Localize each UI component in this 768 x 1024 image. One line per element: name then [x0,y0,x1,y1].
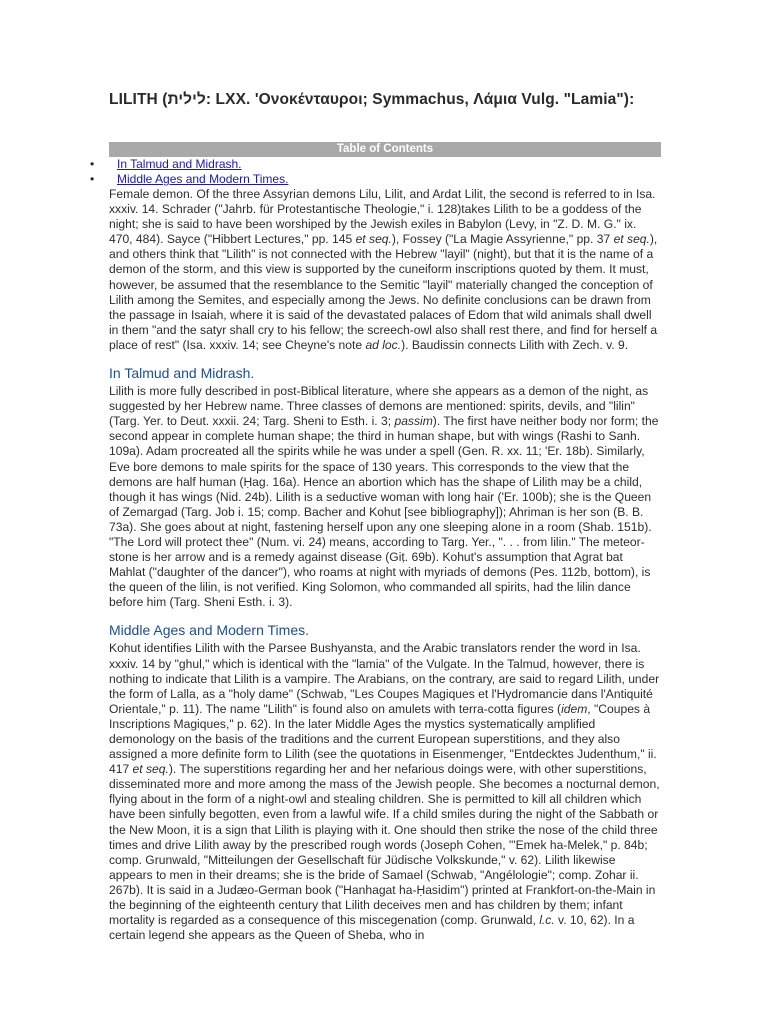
page-title: LILITH (לילית: LXX. 'Ονοκένταυροι; Symmachus, Λάμια Vulg. "Lamia"): [109,91,635,108]
toc-link-talmud-and-midrash[interactable]: In Talmud and Midrash. [117,157,242,171]
toc-item-talmud [90,157,661,172]
section-heading-middle-ages: Middle Ages and Modern Times. [109,622,309,639]
section-heading-talmud-and-midrash: In Talmud and Midrash. [109,365,255,382]
document-page [90,90,661,943]
toc-item-middle-ages [90,172,661,187]
toc-link-middle-ages-and-modern-times[interactable]: Middle Ages and Modern Times. [117,172,289,186]
table-of-contents-header: Table of Contents [109,142,661,157]
bullet-icon: • [90,157,95,171]
talmud-paragraph: Lilith is more fully described in post-Biblical literature, where she appears as a demon of the night, as suggested by her Hebrew name. Three classes of demons are mentioned: spirits, devils, and "lilin" (Targ. Yer. to Deut. xxxii. 24; Targ. Sheni to Esth. i. 3; passim). The first have neither body nor form; the second appear in complete human shape; the third in human shape, but with wings (Rashi to Sanh. 109a). Adam procreated all the spirits while he was under a spell (Gen. R. xx. 11; 'Er. 18b). Similarly, Eve bore demons to male spirits for the space of 130 years. This corresponds to the view that the demons are half human (Ḥag. 16a). Hence an abortion which has the shape of Lilith may be a child, though it has wings (Nid. 24b). Lilith is a seductive woman with long hair ('Er. 100b); she is the Queen of Zemargad (Targ. Job i. 15; comp. Bacher and Kohut [see bibliography]); Ahriman is her son (B. B. 73a). She goes about at night, fastening herself upon any one sleeping alone in a room (Shab. 151b). "The Lord will protect thee" (Num. vi. 24) means, according to Targ. Yer., ". . . from lilin." The meteor-stone is her arrow and is a remedy against disease (Giṭ. 69b). Kohut's assumption that Agrat bat Mahlat ("daughter of the dancer"), who roams at night with myriads of demons (Pes. 112b, bottom), is the queen of the lilin, is not verified. King Solomon, who commanded all spirits, had the lilin dance before him (Targ. Sheni Esth. i. 3). [109,384,659,610]
bullet-icon: • [90,172,95,186]
intro-paragraph: Female demon. Of the three Assyrian demons Lilu, Lilit, and Ardat Lilit, the second is referred to in Isa. xxxiv. 14. Schrader ("Jahrb. für Protestantische Theologie," i. 128)takes Lilith to be a goddess of the night; she is said to have been worshiped by the Jewish exiles in Babylon (Levy, in "Z. D. M. G." ix. 470, 484). Sayce ("Hibbert Lectures," pp. 145 et seq.), Fossey ("La Magie Assyrienne," pp. 37 et seq.), and others think that "Lilith" is not connected with the Hebrew "layil" (night), but that it is the name of a demon of the storm, and this view is supported by the cuneiform inscriptions quoted by them. It must, however, be assumed that the resemblance to the Semitic "layil" materially changed the conception of Lilith among the Semites, and especially among the Jews. No definite conclusions can be drawn from the passage in Isaiah, where it is said of the devastated palaces of Edom that wild animals shall dwell in them "and the satyr shall cry to his fellow; the screech-owl also shall rest there, and find for herself a place of rest" (Isa. xxxiv. 14; see Cheyne's note ad loc.). Baudissin connects Lilith with Zech. v. 9. [109,187,658,352]
table-of-contents-list [90,157,661,187]
middle-ages-paragraph: Kohut identifies Lilith with the Parsee Bushyansta, and the Arabic translators render the word in Isa. xxxiv. 14 by "ghul," which is identical with the "lamia" of the Vulgate. In the Talmud, however, there is nothing to indicate that Lilith is a vampire. The Arabians, on the contrary, are said to regard Lilith, under the form of Lalla, as a "holy dame" (Schwab, "Les Coupes Magiques et l'Hydromancie dans l'Antiquité Orientale," p. 11). The name "Lilith" is found also on amulets with terra-cotta figures (idem, "Coupes à Inscriptions Magiques," p. 62). In the later Middle Ages the mystics systematically amplified demonology on the basis of the traditions and the current European superstitions, and they also assigned a more definite form to Lilith (see the quotations in Eisenmenger, "Entdecktes Judenthum," ii. 417 et seq.). The superstitions regarding her and her nefarious doings were, with other superstitions, disseminated more and more among the mass of the Jewish people. She becomes a nocturnal demon, flying about in the form of a night-owl and stealing children. She is permitted to kill all children which have been sinfully begotten, even from a lawful wife. If a child smiles during the night of the Sabbath or the New Moon, it is a sign that Lilith is playing with it. One should then strike the nose of the child three times and drive Lilith away by the prescribed rough words (Joseph Cohen, "'Emek ha-Melek," p. 84b; comp. Grunwald, "Mitteilungen der Gesellschaft für Jüdische Volkskunde," v. 62). Lilith likewise appears to men in their dreams; she is the bride of Samael (Schwab, "Angélologie"; comp. Zohar ii. 267b). It is said in a Judæo-German book ("Hanhagat ha-Ḥasidim") printed at Frankfort-on-the-Main in the beginning of the eighteenth century that Lilith deceives men and has children by them; infant mortality is regarded as a consequence of this miscegenation (comp. Grunwald, l.c. v. 10, 62). In a certain legend she appears as the Queen of Sheba, who in [109,641,660,943]
